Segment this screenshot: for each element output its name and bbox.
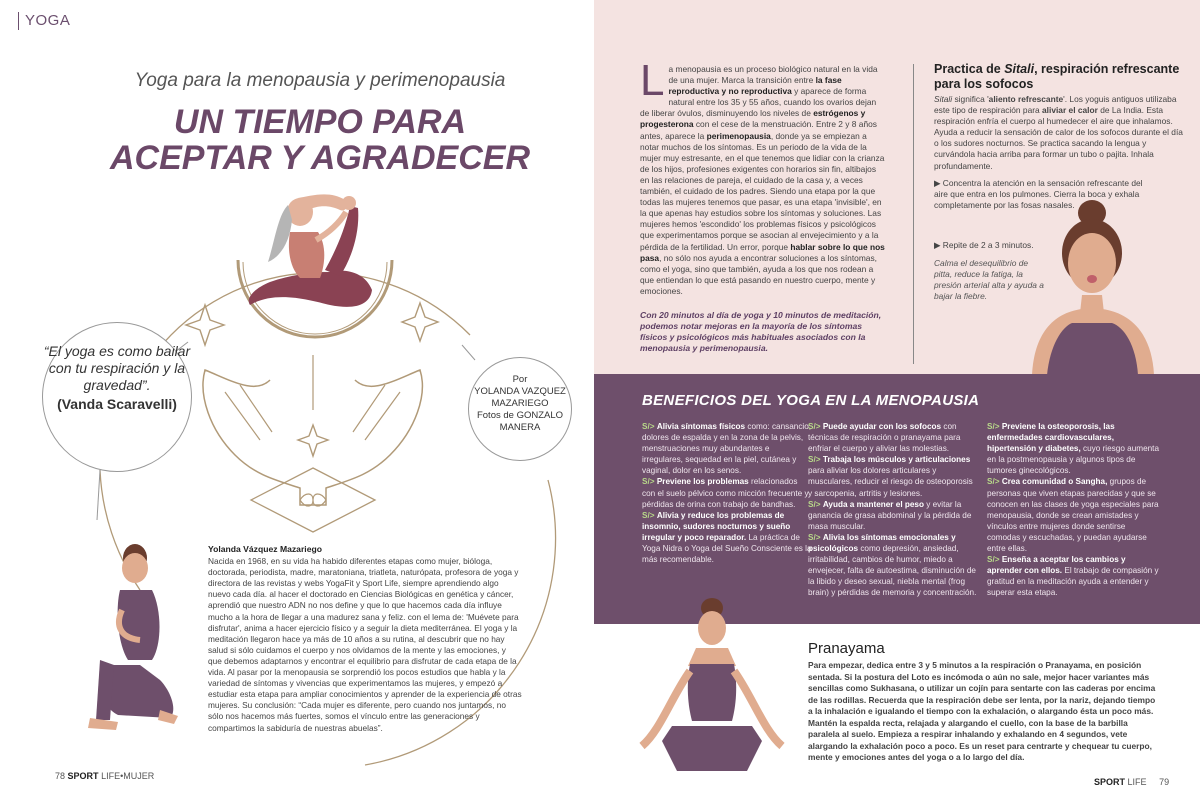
- benefits-title: BENEFICIOS DEL YOGA EN LA MENOPAUSIA: [642, 392, 980, 409]
- benefit-item: S/> Ayuda a mantener el peso y evitar la ganancia de grasa abdominal y la pérdida de masa muscular.: [808, 499, 972, 531]
- pranayama-title: Pranayama: [808, 640, 885, 657]
- page-number-left: 78: [55, 771, 66, 781]
- infinity-icon: [300, 494, 326, 506]
- photo-lotus-pose: [632, 596, 792, 781]
- bio-text: Nacida en 1968, en su vida ha habido diferentes etapas como mujer, bióloga, doctorada, periodista, madre, maratoniana, triatleta, naturópata, profesora de yoga y directora de las revistas y webs YogaFit y Sport Life, siempre aprendiendo algo nuevo cada día. al hacer el doctorado en Ciencias Biológicas en genética y cáncer, aprendió que nuestro ADN no nos define y que lo que hacemos cada día influye mucho a la hora de llegar a una madurez sana y feliz. con el lema de: 'Muévete para disfrutar', anima a hacer ejercicio físico y a seguir la dieta mediterránea. El yoga y la meditación llegaron hace ya más de 10 años a su rutina, al descubrir que no hay salud si sólo cuidamos el cuerpo y nos olvidamos de la mente y las emociones, y que debemos adaptarnos y encontrar el equilibrio para disfrutar de cada etapa de la vida. Al pasar por la menopausia se sorprendió los pocos estudios que habla y la variedad de síntomas y vivencias que experimentamos las mujeres, y empezó a estudiar esta etapa para ampliar conocimientos y aprender de la experiencia de otras mujeres. Su conclusión: “Cada mujer es diferente, pero cuando nos juntamos, no sólo nos hacemos más fuertes, somos el vínculo entre las generaciones y compartimos la sabiduría de nuestras abuelas”.: [208, 556, 522, 733]
- intro-text: La menopausia es un proceso biológico natural en la vida de una mujer. Marca la transición entre la fase reproductiva y no reproductiva y aparece de forma natural entre los 35 y 55 años, cuando los ovarios dejan de liberar óvulos, disminuyendo los niveles de estrógenos y progesterona con el cese de la menstruación. Entre 2 y 8 años antes, aparece la perimenopausia, donde ya se empiezan a notar muchos de los síntomas. Es un periodo de la vida de la mujer muy estresante, en el que tenemos que lidiar con la crianza de los hijos, profesiones exigentes con horarios sin fin, altibajos en las relaciones de pareja, el cuidado de la casa y, a veces también, el cuidado de los padres. Siendo una etapa por la que todas las mujeres tenemos que pasar, es una etapa 'invisible', en la que apenas hay estudios sobre los síntomas y soluciones. Las mujeres hemos 'escondido' los problemas físicos y psicológicos que experimentamos porque se asocian al envejecimiento y a la pérdida de la fertilidad. Un error, porque hablar sobre lo que nos pasa, no sólo nos ayuda a encontrar soluciones a los síntomas, como el yoga, sino que también, ayuda a los que nos rodean a que entiendan lo que está pasando en nuestro cuerpo, mente y emociones.: [640, 56, 885, 296]
- section-tag: YOGA: [18, 12, 70, 30]
- quote-author: (Vanda Scaravelli): [57, 396, 177, 412]
- benefits-col-3: [987, 421, 1159, 599]
- sparkle-right-icon: [402, 303, 438, 341]
- benefit-item: S/> Trabaja los músculos y articulaciones para aliviar los dolores articulares y musculares, reducir el riesgo de osteoporosis y sarcopenia, artritis y lesiones.: [808, 455, 973, 498]
- article-subtitle: Yoga para la menopausia y perimenopausia: [134, 70, 506, 91]
- drop-cap: L: [640, 56, 665, 105]
- sparkle-center-icon: [298, 425, 328, 456]
- benefit-item: S/> Crea comunidad o Sangha, grupos de personas que viven etapas parecidas y que se conocen en las clases de yoga especiales para menopausia, donde se crean amistades y vínculos entre mujeres donde sentirse comodas y escuchadas, y puedan ayudarse entre ellas.: [987, 477, 1159, 554]
- benefit-item: S/> Alivia los síntomas emocionales y psicológicos como depresión, ansiedad, irritabilidad, cambios de humor, miedo a envejecer, falta de autoestima, disminución de la libido y deseo sexual, niebla mental (frog brain) y pérdidas de memoria y concentración.: [808, 532, 977, 598]
- benefits-col-1: [642, 421, 812, 565]
- byline-bubble: [468, 357, 572, 461]
- brand-life: LIFE: [101, 771, 121, 781]
- benefits-col-2: [808, 421, 978, 599]
- author-bio: [208, 544, 522, 734]
- quote-text: “El yoga es como bailar con tu respiración y la gravedad”.: [43, 343, 191, 393]
- folio-section: MUJER: [123, 771, 155, 781]
- sitali-divider: [913, 64, 914, 364]
- sitali-caption: Calma el desequilibrio de pitta, reduce la fatiga, la presión arterial alta y ayuda a bajar la fiebre.: [934, 258, 1044, 302]
- sitali-body: Sitali significa 'aliento refrescante'. Los yoguis antiguos utilizaba este tipo de respiración para aliviar el calor de La India. Esta respiración enfría el cuerpo al humedecer el aire que inhalamos. Ayuda a reducir la sensación de calor de los sofocos durante el día o los sudores nocturnos. Se practica sacando la lengua y curvándola hacia arriba para formar un tubo o pajita. Inhala profundamente.: [934, 94, 1183, 171]
- page-number-right: 79: [1159, 777, 1170, 787]
- folio-right: [1094, 777, 1169, 787]
- headline-line-1: UN TIEMPO PARA: [173, 103, 467, 141]
- benefit-item: S/> Previene la osteoporosis, las enfermedades cardiovasculares, hipertensión y diabetes, cuyo riesgo aumenta en la postmenopausia y algunos tipos de tumores ginecológicos.: [987, 422, 1160, 476]
- yoga-woman-illustration: [249, 194, 372, 306]
- benefit-item: S/> Alivia síntomas físicos como: cansancio, dolores de espalda y en la zona de la pelvis, menstruaciones muy abundantes e irregulares, sequedad en la piel, cutánea y vaginal, dolor en los senos.: [642, 422, 812, 476]
- folio-left: 78 SPORT LIFE•MUJER: [55, 771, 155, 781]
- benefit-item: S/> Alivia y reduce los problemas de insomnio, sudores nocturnos y sueño irregular y poco reparador. La práctica de Yoga Nidra o Yoga del Sueño Consciente es la más recomendable.: [642, 510, 812, 565]
- quote-bubble: [42, 322, 192, 472]
- left-page: [0, 0, 594, 804]
- sitali-bullet-1: ▶ Concentra la atención en la sensación refrescante del aire que entra en los pulmones. Cierra la boca y exhala completamente por las fosas nasales.: [934, 178, 1143, 211]
- sitali-bullet-2: ▶ Repite de 2 a 3 minutos.: [934, 240, 1034, 250]
- sitali-title: Practica de Sitali, respiración refrescante para los sofocos: [934, 62, 1180, 91]
- photo-sitali-woman: [1012, 195, 1182, 375]
- benefit-item: S/> Puede ayudar con los sofocos con técnicas de respiración o pranayama para enfriar el cuerpo y aliviar las molestias.: [808, 422, 961, 454]
- headline-line-2: ACEPTAR Y AGRADECER: [109, 139, 531, 177]
- pranayama-text: Para empezar, dedica entre 3 y 5 minutos a la respiración o Pranayama, en posición sentada. Si la postura del Loto es incómoda o aún no sale, mejor hacer variantes más sencillas como Sukhasana, o utilizar un cojín para sentarte con las caderas por encima de las rodillas. Recuerda que la respiración debe ser lenta, por la nariz, dejando tiempo a la inhalación e igualando el tiempo con la exhalación, o alargando ésta un poco más. Mantén la espalda recta, relajada y alargando el cuello, con la base de la barbilla paralela al suelo. Empieza a respirar inhalando y exhalando en 4 segundos, vete alargando la exhalación poco a poco. Es un reset para centrarte y chequear tu cuerpo, mente y emociones antes del yoga o a lo largo del día.: [808, 660, 1156, 762]
- benefit-item: S/> Enseña a aceptar los cambios y aprender con ellos. El trabajo de compasión y gratitud en la meditación ayuda a entender y superar esta etapa.: [987, 555, 1159, 598]
- pull-quote: Con 20 minutos al día de yoga y 10 minutos de meditación, podemos notar mejoras en la mayoría de los síntomas físicos y psicológicos más habituales asociados con la menopausia y perimenopausia.: [640, 310, 882, 353]
- benefit-item: S/> Previene los problemas relacionados con el suelo pélvico como micción frecuente y pérdidas de orina con trabajo de bandhas.: [642, 477, 809, 509]
- brand-sport: SPORT: [67, 771, 99, 781]
- right-page: [594, 0, 1200, 804]
- byline-por: Por: [512, 374, 528, 385]
- sparkle-left-icon: [186, 305, 224, 345]
- byline-author: YOLANDA VAZQUEZ MAZARIEGO: [474, 386, 566, 409]
- brand-sport-right: SPORT: [1094, 777, 1126, 787]
- brand-life-right: LIFE: [1127, 777, 1147, 787]
- bio-name: Yolanda Vázquez Mazariego: [208, 544, 322, 554]
- byline-photos: Fotos de GONZALO MANERA: [476, 410, 564, 433]
- photo-seated-twist: [70, 540, 200, 740]
